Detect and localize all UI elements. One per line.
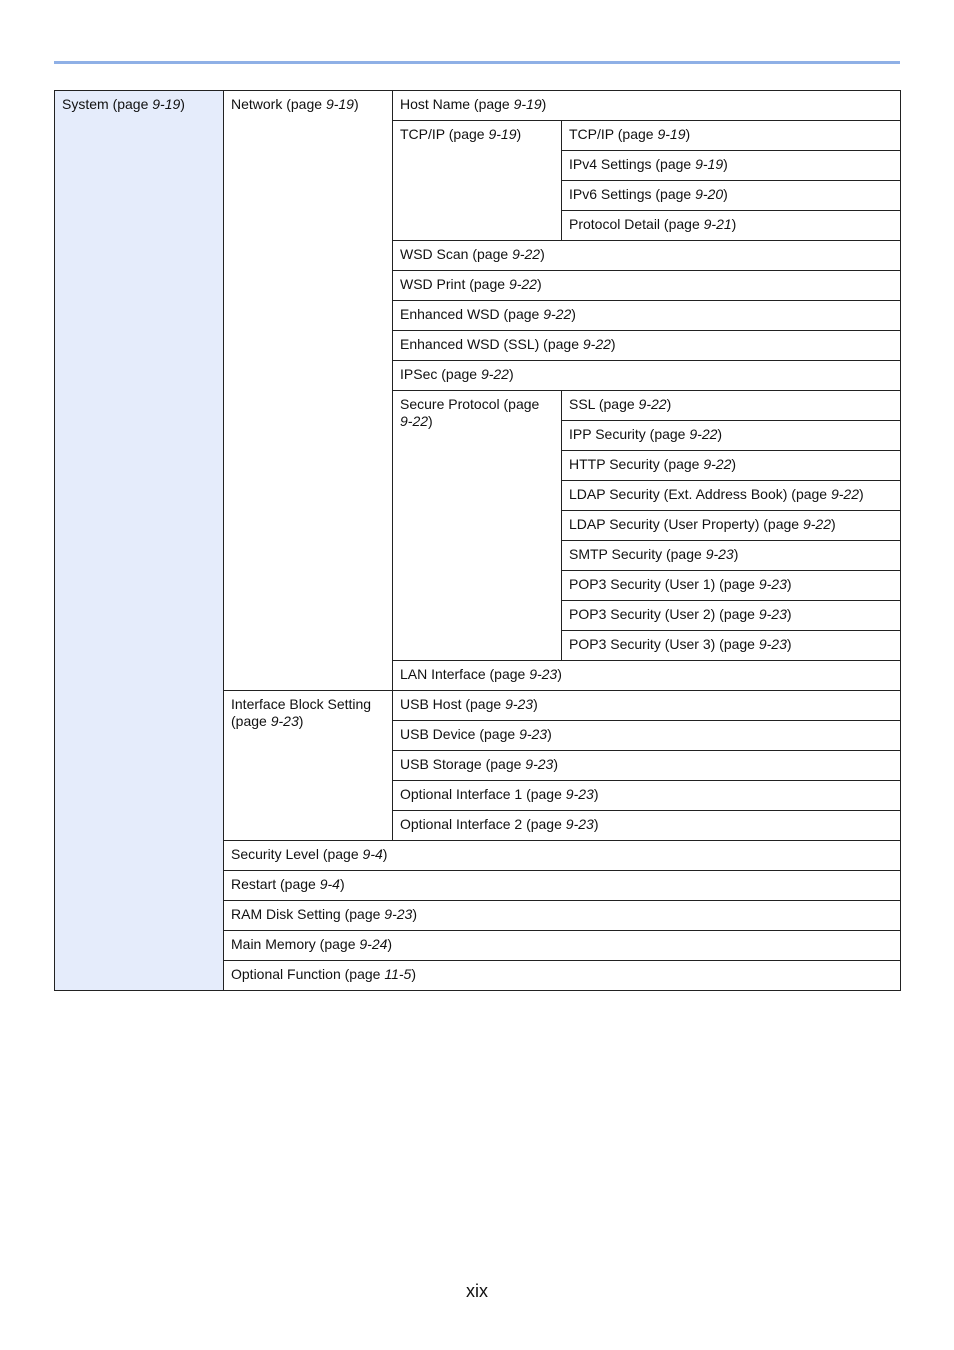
menu-item-cell	[224, 901, 901, 931]
menu-item-label: POP3 Security (User 1) (page	[569, 576, 759, 592]
menu-item-cell	[393, 121, 562, 241]
table-row	[55, 91, 901, 121]
menu-item-suffix: )	[786, 636, 792, 652]
menu-item-suffix: )	[428, 413, 433, 429]
menu-item-suffix: )	[533, 696, 538, 712]
menu-item-suffix: )	[731, 216, 737, 232]
menu-item-suffix: )	[557, 666, 562, 682]
menu-item-cell	[393, 391, 562, 661]
page-reference: 9-23	[758, 636, 787, 652]
menu-map-body	[55, 91, 901, 991]
menu-item-cell	[393, 331, 901, 361]
menu-item-label: IPv6 Settings (page	[569, 186, 696, 202]
page-reference: 9-19	[325, 96, 354, 112]
page-reference: 9-22	[512, 246, 541, 262]
menu-item-cell	[393, 91, 901, 121]
menu-item-suffix: )	[541, 96, 547, 112]
page-reference: 9-23	[565, 786, 594, 802]
page-reference: 9-23	[270, 713, 299, 729]
menu-item-label: LDAP Security (Ext. Address Book) (page	[569, 486, 831, 502]
menu-item-suffix: )	[353, 96, 359, 112]
menu-item-cell	[562, 481, 901, 511]
menu-item-cell	[393, 751, 901, 781]
page-reference: 9-22	[830, 486, 860, 502]
menu-item-label: POP3 Security (User 2) (page	[569, 606, 759, 622]
menu-item-label: IPSec (page	[400, 366, 481, 382]
menu-item-suffix: )	[540, 246, 545, 262]
menu-item-cell	[224, 841, 901, 871]
menu-item-suffix: )	[593, 816, 599, 832]
page-reference: 9-23	[384, 906, 413, 922]
menu-item-suffix: )	[723, 156, 728, 172]
menu-item-suffix: )	[717, 426, 723, 442]
page-reference: 9-22	[703, 456, 732, 472]
menu-item-label: Protocol Detail (page	[569, 216, 704, 232]
menu-item-cell	[562, 211, 901, 241]
page-reference: 9-23	[519, 726, 548, 742]
page-reference: 9-4	[319, 876, 340, 892]
menu-item-cell	[393, 241, 901, 271]
menu-item-suffix: )	[830, 516, 836, 532]
menu-item-cell	[562, 571, 901, 601]
menu-item-label: WSD Print (page	[400, 276, 509, 292]
menu-item-suffix: )	[536, 276, 542, 292]
menu-item-cell	[393, 691, 901, 721]
menu-item-cell	[393, 781, 901, 811]
menu-item-suffix: )	[553, 756, 558, 772]
menu-item-suffix: )	[685, 126, 691, 142]
menu-item-suffix: )	[382, 846, 388, 862]
menu-item-cell	[224, 871, 901, 901]
menu-item-suffix: )	[731, 456, 737, 472]
menu-item-suffix: )	[786, 606, 792, 622]
menu-item-cell	[562, 631, 901, 661]
page-reference: 9-22	[508, 276, 537, 292]
menu-item-label: Enhanced WSD (page	[400, 306, 544, 322]
menu-item-suffix: )	[339, 876, 345, 892]
page-reference: 9-19	[657, 126, 686, 142]
menu-item-suffix: )	[733, 546, 739, 562]
menu-item-cell	[562, 151, 901, 181]
page-reference: 9-4	[362, 846, 383, 862]
menu-item-suffix: )	[412, 906, 417, 922]
menu-item-cell	[562, 121, 901, 151]
menu-item-label: Optional Function (page	[231, 966, 385, 982]
menu-item-cell	[224, 961, 901, 991]
menu-item-label: WSD Scan (page	[400, 246, 513, 262]
menu-item-label: TCP/IP (page	[400, 126, 489, 142]
header-rule	[54, 61, 900, 64]
menu-item-suffix: )	[508, 366, 514, 382]
menu-item-cell	[562, 511, 901, 541]
menu-item-cell	[393, 811, 901, 841]
page-reference: 9-23	[758, 606, 787, 622]
page-reference: 9-23	[529, 666, 558, 682]
menu-item-label: USB Host (page	[400, 696, 506, 712]
menu-item-label: Optional Interface 1 (page	[400, 786, 566, 802]
menu-item-label: LAN Interface (page	[400, 666, 530, 682]
page-reference: 9-23	[525, 756, 554, 772]
menu-item-label: Optional Interface 2 (page	[400, 816, 566, 832]
menu-item-label: SMTP Security (page	[569, 546, 706, 562]
page-reference: 9-22	[582, 336, 611, 352]
page-reference: 9-22	[689, 426, 718, 442]
menu-item-cell	[562, 601, 901, 631]
menu-item-suffix: )	[298, 713, 304, 729]
menu-item-suffix: )	[571, 306, 576, 322]
page-reference: 9-21	[703, 216, 732, 232]
menu-item-label: LDAP Security (User Property) (page	[569, 516, 803, 532]
page-reference: 9-19	[152, 96, 181, 112]
menu-item-cell	[562, 421, 901, 451]
menu-item-label: SSL (page	[569, 396, 639, 412]
menu-item-suffix: )	[610, 336, 616, 352]
page-reference: 9-23	[565, 816, 594, 832]
menu-item-suffix: )	[723, 186, 728, 202]
menu-item-cell	[224, 691, 393, 841]
page-reference: 9-22	[480, 366, 509, 382]
page-reference: 9-19	[488, 126, 517, 142]
menu-item-label: USB Storage (page	[400, 756, 526, 772]
menu-item-cell	[393, 361, 901, 391]
menu-item-suffix: )	[180, 96, 185, 112]
page-reference: 11-5	[384, 966, 412, 982]
menu-item-label: Restart (page	[231, 876, 320, 892]
menu-item-cell	[562, 451, 901, 481]
menu-item-suffix: )	[411, 966, 416, 982]
menu-item-suffix: )	[786, 576, 792, 592]
menu-item-label: TCP/IP (page	[569, 126, 658, 142]
menu-item-suffix: )	[387, 936, 393, 952]
menu-item-cell	[562, 541, 901, 571]
menu-item-label: Security Level (page	[231, 846, 363, 862]
menu-map-table	[54, 90, 901, 991]
menu-item-label: IPv4 Settings (page	[569, 156, 696, 172]
menu-item-label: Secure Protocol (page	[400, 396, 540, 412]
menu-item-cell	[393, 721, 901, 751]
menu-item-label: Interface Block Setting (page	[231, 696, 372, 729]
menu-item-cell	[562, 181, 901, 211]
menu-item-suffix: )	[666, 396, 672, 412]
page-reference: 9-22	[802, 516, 831, 532]
page-number: xix	[466, 1281, 488, 1301]
page-reference: 9-23	[505, 696, 534, 712]
page-reference: 9-22	[638, 396, 667, 412]
menu-item-label: IPP Security (page	[569, 426, 690, 442]
menu-item-label: Network (page	[231, 96, 326, 112]
menu-item-suffix: )	[859, 486, 864, 502]
menu-item-suffix: )	[516, 126, 522, 142]
menu-item-cell	[224, 931, 901, 961]
menu-item-label: HTTP Security (page	[569, 456, 704, 472]
page-reference: 9-20	[695, 186, 724, 202]
menu-item-label: System (page	[62, 96, 153, 112]
menu-item-cell	[224, 91, 393, 691]
page-reference: 9-24	[359, 936, 388, 952]
menu-item-label: RAM Disk Setting (page	[231, 906, 385, 922]
menu-item-label: Enhanced WSD (SSL) (page	[400, 336, 583, 352]
menu-item-cell	[393, 661, 901, 691]
menu-item-cell	[393, 271, 901, 301]
menu-item-cell	[393, 301, 901, 331]
menu-item-suffix: )	[593, 786, 599, 802]
page-reference: 9-19	[695, 156, 724, 172]
menu-item-label: Main Memory (page	[231, 936, 360, 952]
menu-item-suffix: )	[547, 726, 552, 742]
page-reference: 9-23	[758, 576, 787, 592]
page-reference: 9-22	[543, 306, 572, 322]
menu-item-cell	[55, 91, 224, 991]
page-reference: 9-22	[400, 413, 429, 429]
page-reference: 9-23	[705, 546, 734, 562]
menu-item-label: USB Device (page	[400, 726, 520, 742]
menu-item-label: POP3 Security (User 3) (page	[569, 636, 759, 652]
menu-item-label: Host Name (page	[400, 96, 514, 112]
page-reference: 9-19	[513, 96, 542, 112]
menu-item-cell	[562, 391, 901, 421]
